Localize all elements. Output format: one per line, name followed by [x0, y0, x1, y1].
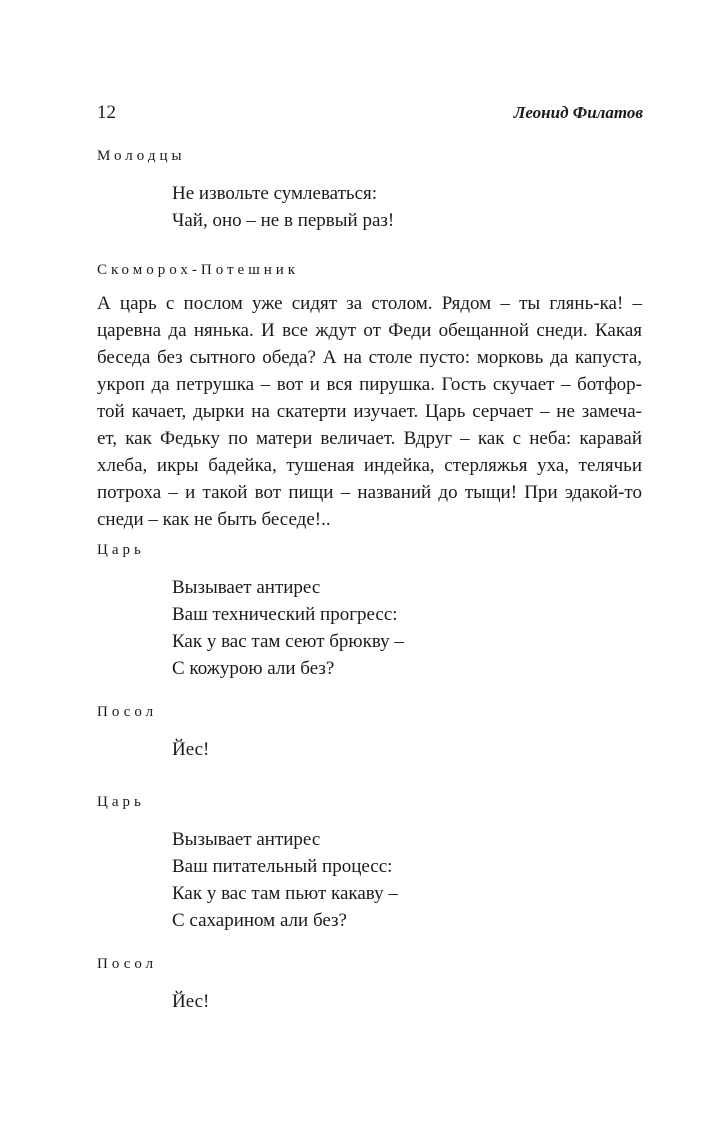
prose-line: снеди – как не быть беседе!.. [97, 509, 331, 530]
verse-line: Как у вас там сеют брюкву – [172, 631, 404, 652]
verse-line: Как у вас там пьют какаву – [172, 883, 398, 904]
verse-line: Не извольте сумлеваться: [172, 183, 378, 204]
speaker-label: Царь [97, 542, 145, 558]
prose-line: хлеба, икры бадейка, тушеная индейка, стерляжья уха, телячьи [97, 455, 642, 476]
running-head-author: Леонид Филатов [513, 103, 643, 122]
verse-line: С сахарином али без? [172, 910, 347, 931]
prose-line: беседа без сытного обеда? А на столе пусто: морковь да капуста, [97, 347, 642, 368]
verse-stanza [172, 826, 398, 934]
speaker-label: Скоморох-Потешник [97, 262, 300, 278]
prose-line: царевна да нянька. И все ждут от Феди обещанной снеди. Какая [97, 320, 642, 341]
prose-line: ет, как Федьку по матери величает. Вдруг – как с неба: каравай [97, 428, 642, 449]
speaker-label: Молодцы [97, 148, 186, 164]
verse-stanza [172, 988, 209, 1015]
speaker-label: Посол [97, 704, 158, 720]
prose-paragraph [97, 290, 642, 533]
speaker-label: Посол [97, 956, 158, 972]
verse-line: С кожурою али без? [172, 658, 335, 679]
verse-line: Йес! [172, 739, 210, 760]
verse-line: Вызывает антирес [172, 829, 321, 850]
prose-line: той качает, дырки на скатерти изучает. Царь серчает – не замеча- [97, 401, 642, 422]
verse-line: Ваш питательный процесс: [172, 856, 393, 877]
verse-stanza [172, 180, 394, 234]
prose-line: потроха – и такой вот пищи – названий до тыщи! При эдакой-то [97, 482, 642, 503]
verse-line: Ваш технический прогресс: [172, 604, 398, 625]
verse-stanza [172, 574, 404, 682]
verse-line: Чай, оно – не в первый раз! [172, 210, 395, 231]
verse-line: Йес! [172, 991, 210, 1012]
page-number: 12 [97, 102, 116, 123]
speaker-label: Царь [97, 794, 145, 810]
prose-line: укроп да петрушка – вот и вся пирушка. Гость скучает – ботфор- [97, 374, 642, 395]
prose-line: А царь с послом уже сидят за столом. Рядом – ты глянь-ка! – [97, 293, 642, 314]
verse-line: Вызывает антирес [172, 577, 321, 598]
verse-stanza [172, 736, 209, 763]
